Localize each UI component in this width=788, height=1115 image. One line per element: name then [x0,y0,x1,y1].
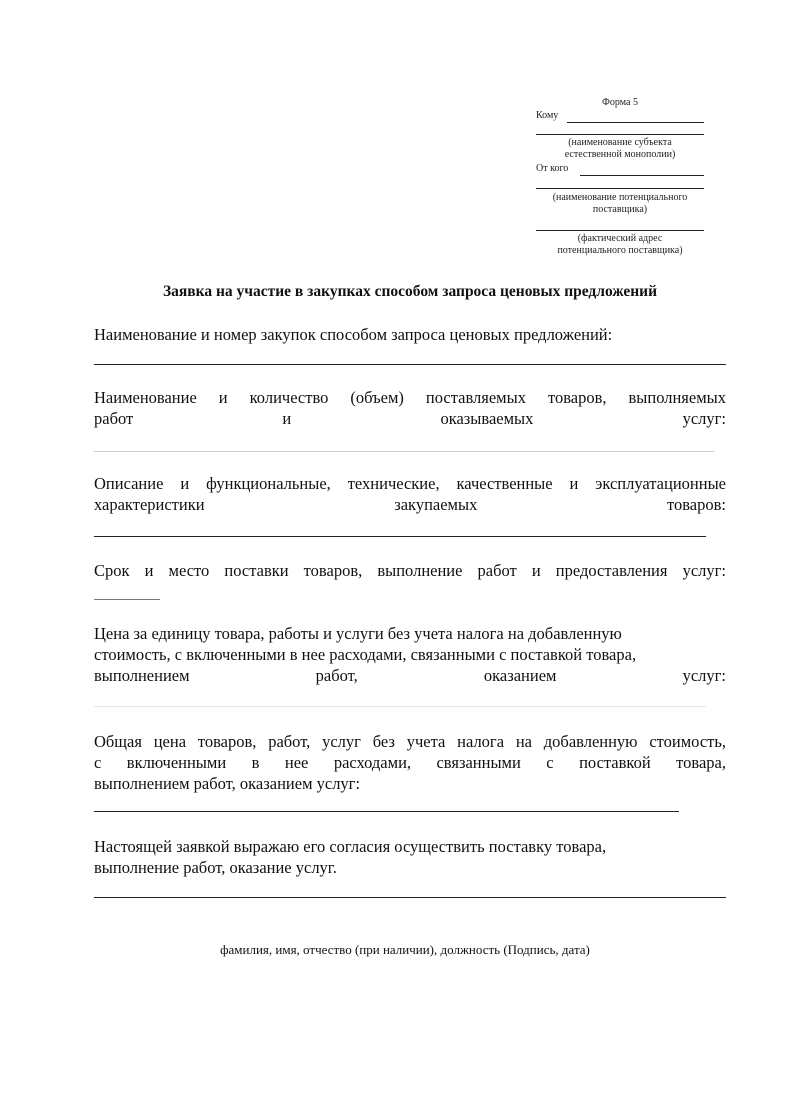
section-unit-price-word: работ, [315,666,358,685]
section-unit-price-word: выполнением [94,666,190,685]
section-characteristics-line-1: Описание и функциональные, технические, качественные и эксплуатационные [94,474,726,493]
section-goods-quantity-line-2 [94,408,726,429]
section-delivery-terms-text: Срок и место поставки товаров, выполнение работ и предоставления услуг: [94,561,726,580]
section-consent [94,836,726,878]
section-unit-price-word: оказанием [483,666,557,685]
section-total-price-line-2: с включенными в нее расходами, связанными с поставкой товара, [94,753,726,772]
section-consent-line-1: Настоящей заявкой выражаю его согласия осуществить поставку товара, [94,837,607,856]
delivery-terms-field[interactable] [94,599,160,600]
section-goods-quantity-word: услуг: [682,409,726,428]
from-caption-2: поставщика) [592,204,648,215]
from-label: От кого [536,163,569,174]
characteristics-field[interactable] [94,536,706,537]
section-goods-quantity-word: и [282,409,292,428]
section-goods-quantity-line-1: Наименование и количество (объем) поставляемых товаров, выполняемых [94,388,726,407]
to-field[interactable] [567,122,704,123]
from-caption-1: (наименование потенциального [552,192,688,203]
section-unit-price-line-3 [94,665,726,686]
from-field-line-2[interactable] [536,188,704,189]
address-caption-2: потенциального поставщика) [557,245,683,256]
section-characteristics-line-2 [94,494,726,515]
consent-signature-field[interactable] [94,897,726,898]
section-unit-price [94,623,726,686]
page-title: Заявка на участие в закупках способом запроса ценовых предложений [162,283,658,300]
address-field[interactable] [536,230,704,231]
unit-price-field[interactable] [94,706,706,707]
section-characteristics-word: закупаемых [394,495,478,514]
form-number: Форма 5 [602,97,638,108]
address-caption-1: (фактический адрес [577,233,663,244]
section-total-price-line-1: Общая цена товаров, работ, услуг без учета налога на добавленную стоимость, [94,732,726,751]
section-consent-line-2: выполнение работ, оказание услуг. [94,858,337,877]
section-goods-quantity-word: работ [94,409,134,428]
section-procurement-name [94,324,726,345]
section-characteristics [94,473,726,515]
goods-quantity-field[interactable] [94,451,714,452]
to-caption-2: естественной монополии) [564,149,676,160]
section-total-price [94,731,726,794]
section-characteristics-word: характеристики [94,495,205,514]
section-unit-price-line-2: стоимость, с включенными в нее расходами, связанными с поставкой товара, [94,645,637,664]
total-price-field[interactable] [94,811,679,812]
section-procurement-name-text: Наименование и номер закупок способом запроса ценовых предложений: [94,325,613,344]
section-goods-quantity [94,387,726,429]
section-delivery-terms [94,560,726,581]
procurement-name-field[interactable] [94,364,726,365]
from-field[interactable] [580,175,704,176]
signature-caption: фамилия, имя, отчество (при наличии), должность (Подпись, дата) [220,942,590,957]
to-label: Кому [536,110,559,121]
to-field-line-2[interactable] [536,134,704,135]
section-total-price-line-3: выполнением работ, оказанием услуг: [94,774,361,793]
section-unit-price-line-1: Цена за единицу товара, работы и услуги без учета налога на добавленную [94,624,622,643]
section-goods-quantity-word: оказываемых [440,409,534,428]
to-caption-1: (наименование субъекта [568,137,672,148]
section-characteristics-word: товаров: [666,495,726,514]
section-unit-price-word: услуг: [682,666,726,685]
